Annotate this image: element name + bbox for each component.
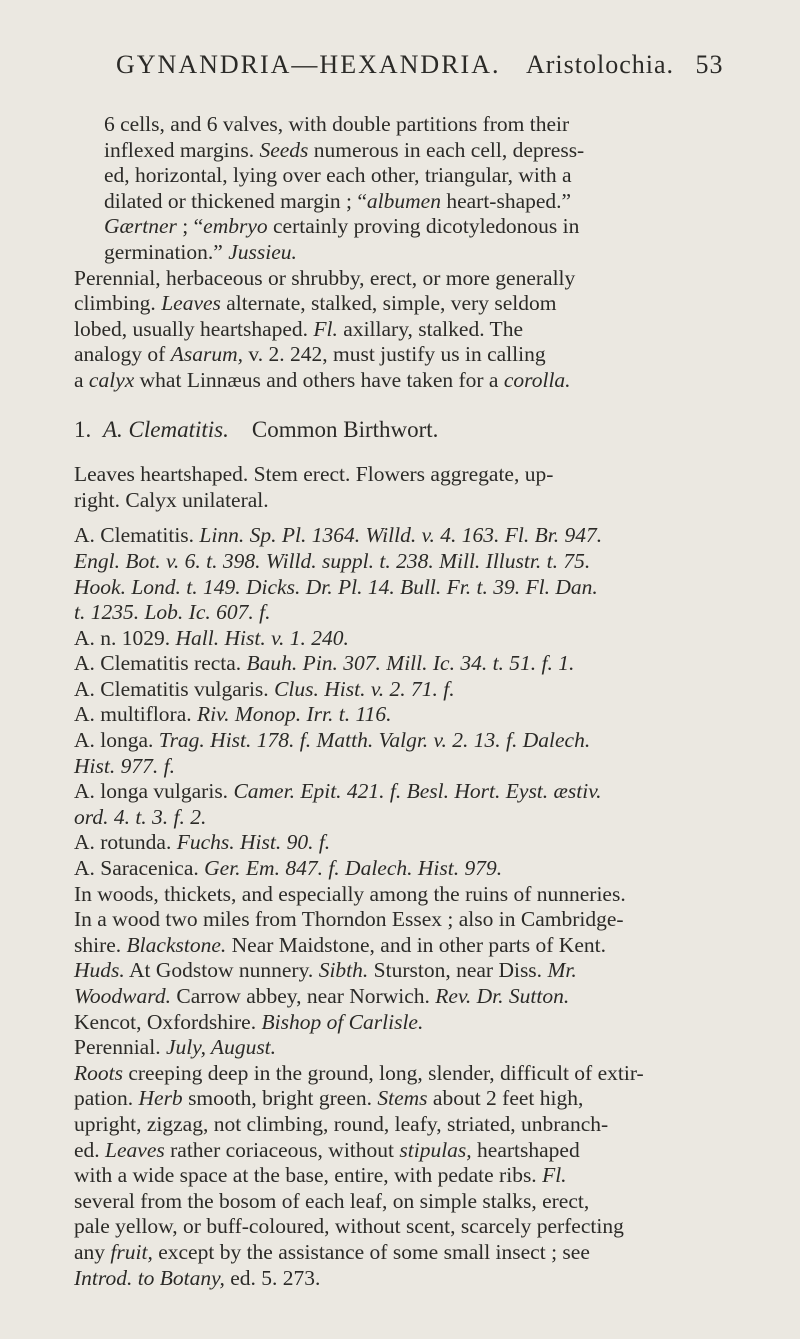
synonym-line xyxy=(74,625,780,652)
synonym-line xyxy=(74,804,780,831)
text-line: germination.” xyxy=(104,239,223,264)
italic-term: Herb xyxy=(138,1086,183,1111)
italic-term: Leaves xyxy=(105,1137,165,1162)
synonym-reference: Bauh. Pin. 307. Mill. Ic. 34. t. 51. f. 1. xyxy=(246,651,575,676)
flowering-line xyxy=(74,1035,780,1061)
synonym-line xyxy=(74,830,780,856)
synonym-reference: Riv. Monop. Irr. t. 116. xyxy=(197,702,392,727)
italic-term: Leaves xyxy=(161,291,221,316)
text-line: certainly proving dicotyledonous in xyxy=(273,214,580,239)
text-line: shire. xyxy=(74,932,122,957)
text-line: with a wide space at the base, entire, with pedate ribs. xyxy=(74,1163,537,1188)
italic-author: Jussieu. xyxy=(228,239,297,264)
synonym-name: A. multiflora. xyxy=(74,702,192,727)
synonym-line xyxy=(74,600,780,626)
text-line: Perennial. xyxy=(74,1035,161,1060)
species-heading xyxy=(74,417,780,443)
text-line: any xyxy=(74,1239,106,1264)
localities-paragraph xyxy=(74,907,780,1035)
italic-author: Bishop of Carlisle. xyxy=(261,1009,424,1034)
synonym-line xyxy=(74,856,780,882)
text-line: ; “ xyxy=(182,214,204,239)
italic-author: Gærtner xyxy=(104,214,177,239)
synonym-line xyxy=(74,728,780,754)
italic-term: corolla. xyxy=(503,367,571,392)
italic-author: Rev. Dr. Sutton. xyxy=(435,984,570,1008)
text-line: lobed, usually heartshaped. xyxy=(74,316,309,341)
running-header xyxy=(116,50,776,80)
text-line: Perennial, herbaceous or shrubby, erect, or more generally xyxy=(74,265,576,290)
synonymy-list xyxy=(74,523,780,881)
synonym-reference: Linn. Sp. Pl. 1364. Willd. v. 4. 163. Fl. Br. 947. xyxy=(199,523,603,548)
text-line: rather coriaceous, without xyxy=(170,1137,394,1162)
italic-author: Woodward. xyxy=(74,984,171,1008)
text-line: right. Calyx unilateral. xyxy=(74,487,269,512)
fruit-description-paragraph xyxy=(74,112,780,266)
italic-term: Stems xyxy=(377,1086,428,1111)
description-paragraph xyxy=(74,1061,780,1291)
italic-term: Seeds xyxy=(259,137,309,162)
synonym-reference: Hist. 977. f. xyxy=(74,753,175,778)
text-line: Kencot, Oxfordshire. xyxy=(74,1009,257,1034)
text-line: ed. 5. 273. xyxy=(230,1265,321,1290)
species-common-name: Common Birthwort. xyxy=(251,416,439,442)
synonym-name: A. longa vulgaris. xyxy=(74,779,229,804)
flowering-months: July, August. xyxy=(165,1035,277,1060)
synonym-name: A. rotunda. xyxy=(74,830,172,855)
italic-author: Mr. xyxy=(547,958,577,983)
synonym-name: A. Clematitis recta. xyxy=(74,651,242,676)
synonym-line xyxy=(74,779,780,805)
synonym-line xyxy=(74,574,780,601)
synonym-name: A. Saracenica. xyxy=(74,856,199,881)
text-line: ed. xyxy=(74,1137,100,1162)
text-line: inflexed margins. xyxy=(104,137,255,162)
synonym-line xyxy=(74,676,780,703)
synonym-name: A. n. 1029. xyxy=(74,625,171,650)
text-line: what Linnæus and others have taken for a xyxy=(139,367,499,392)
text-line: analogy of xyxy=(74,342,166,367)
synonym-reference: Fuchs. Hist. 90. f. xyxy=(176,830,331,855)
text-line: smooth, bright green. xyxy=(188,1086,372,1111)
synonym-name: A. longa. xyxy=(74,728,154,753)
synonym-line xyxy=(74,523,780,549)
synonym-name: A. Clematitis vulgaris. xyxy=(74,676,269,701)
synonym-reference: t. 1235. Lob. Ic. 607. f. xyxy=(74,600,271,625)
text-line: creeping deep in the ground, long, slender, difficult of extir- xyxy=(128,1060,644,1085)
synonym-reference: Hall. Hist. v. 1. 240. xyxy=(175,625,349,650)
synonym-reference: ord. 4. t. 3. f. 2. xyxy=(74,804,207,829)
text-line: At Godstow nunnery. xyxy=(128,958,314,983)
italic-author: Sibth. xyxy=(318,958,369,983)
italic-term: Fl. xyxy=(542,1163,567,1188)
italic-author: Blackstone. xyxy=(126,932,227,957)
generic-character-paragraph xyxy=(74,266,780,394)
italic-term: embryo xyxy=(203,214,268,239)
text-line: Sturston, near Diss. xyxy=(373,958,543,983)
text-line: upright, zigzag, not climbing, round, leafy, striated, unbranch- xyxy=(74,1111,609,1136)
text-line: In woods, thickets, and especially among the ruins of nunneries. xyxy=(74,881,626,906)
text-line: except by the assistance of some small insect ; see xyxy=(158,1239,590,1264)
italic-term: fruit, xyxy=(110,1239,153,1264)
synonym-line xyxy=(74,548,780,575)
italic-author: Huds. xyxy=(74,958,125,983)
italic-term: Fl. xyxy=(313,316,338,341)
text-line: heartshaped xyxy=(477,1137,580,1162)
text-line: ed, horizontal, lying over each other, triangular, with a xyxy=(104,163,572,188)
text-line: 6 cells, and 6 valves, with double partitions from their xyxy=(104,112,570,136)
italic-reference: Introd. to Botany, xyxy=(74,1265,225,1290)
species-name: A. Clematitis. xyxy=(103,416,229,442)
text-line: several from the bosom of each leaf, on simple stalks, erect, xyxy=(74,1188,590,1213)
text-line: climbing. xyxy=(74,291,156,316)
italic-term: calyx xyxy=(88,367,135,392)
header-title: GYNANDRIA—HEXANDRIA. xyxy=(116,50,501,79)
text-line: a xyxy=(74,367,84,392)
text-line: Near Maidstone, and in other parts of Kent. xyxy=(231,932,606,957)
italic-term: albumen xyxy=(366,188,441,213)
diagnosis-paragraph xyxy=(74,462,780,513)
text-line: numerous in each cell, depress- xyxy=(313,137,585,162)
synonym-line xyxy=(74,651,780,677)
synonym-name: A. Clematitis. xyxy=(74,523,195,548)
text-line: dilated or thickened margin ; “ xyxy=(104,188,367,213)
synonym-reference: Ger. Em. 847. f. Dalech. Hist. 979. xyxy=(204,856,503,881)
page-number: 53 xyxy=(695,50,724,79)
habitat-paragraph xyxy=(74,882,780,908)
text-line: about 2 feet high, xyxy=(432,1086,584,1111)
synonym-line xyxy=(74,702,780,728)
text-line: Carrow abbey, near Norwich. xyxy=(176,984,430,1008)
italic-term: Asarum, xyxy=(170,342,243,367)
synonym-line xyxy=(74,753,780,780)
italic-term: stipulas, xyxy=(399,1137,472,1162)
header-genus: Aristolochia. xyxy=(525,50,675,79)
text-line: pation. xyxy=(74,1086,134,1111)
text-line: pale yellow, or buff-coloured, without scent, scarcely perfecting xyxy=(74,1214,624,1239)
synonym-reference: Trag. Hist. 178. f. Matth. Valgr. v. 2. 13. f. Dalech. xyxy=(158,728,591,753)
species-number: 1. xyxy=(74,416,92,442)
text-line: v. 2. 242, must justify us in calling xyxy=(248,342,546,367)
synonym-reference: Hook. Lond. t. 149. Dicks. Dr. Pl. 14. Bull. Fr. t. 39. Fl. Dan. xyxy=(74,574,598,599)
text-line: In a wood two miles from Thorndon Essex ; also in Cambridge- xyxy=(74,907,624,932)
text-line: alternate, stalked, simple, very seldom xyxy=(226,291,557,316)
synonym-reference: Engl. Bot. v. 6. t. 398. Willd. suppl. t. 238. Mill. Illustr. t. 75. xyxy=(74,548,591,573)
synonym-reference: Camer. Epit. 421. f. Besl. Hort. Eyst. æstiv. xyxy=(233,779,602,804)
synonym-reference: Clus. Hist. v. 2. 71. f. xyxy=(274,676,455,701)
text-line: heart-shaped.” xyxy=(446,188,572,213)
text-line: Leaves heartshaped. Stem erect. Flowers aggregate, up- xyxy=(74,462,554,487)
italic-term: Roots xyxy=(74,1060,123,1085)
text-line: axillary, stalked. The xyxy=(343,316,523,341)
page-body xyxy=(74,112,780,1291)
